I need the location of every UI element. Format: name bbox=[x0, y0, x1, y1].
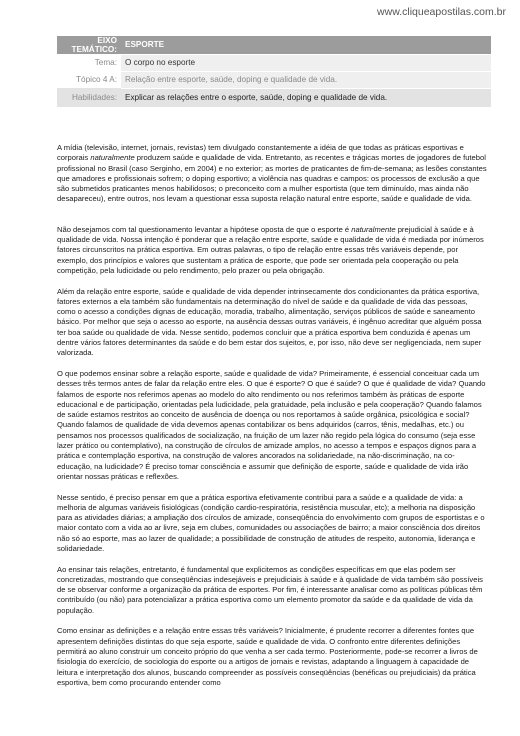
skill-label: Habilidades: bbox=[57, 88, 121, 107]
p2-emphasis: naturalmente bbox=[351, 224, 396, 234]
p2-text-b: prejudicial à saúde e à qualidade de vida. Nossa intenção é ponderar que a relação entre esporte, saúde e qualidade de vida é mediada por inúmeros fatores circunscritos na prática esportiva. Em outras palavras, o tipo de relação entre essas três variáveis depende, por exemplo, dos princípios e valores que sustentam a prática de esporte, que pode ser orientada pela cooperação ou pela competição, pela ludicidade ou pelo rendimento, pelo prazer ou pela obrigação. bbox=[57, 224, 484, 275]
theme-value: ESPORTE bbox=[121, 36, 491, 54]
site-url[interactable]: www.cliqueapostilas.com.br bbox=[377, 6, 506, 18]
paragraph-4: O que podemos ensinar sobre a relação esporte, saúde e qualidade de vida? Primeiramente, é essencial conceituar cada um desses três termos antes de falar da relação entre eles. O que é esporte? O que é saúde? O que é qualidade de vida? Quando falamos de esporte nos referimos apenas ao modelo do alto rendimento ou nos referimos também às práticas de esporte educacional e de participação, orientadas pela ludicidade, pela gratuidade, pela inclusão e pela cooperação? Quando falamos de saúde estamos restritos ao conceito de ausência de doença ou nos reportamos à saúde orgânica, psicológica e social? Quando falamos de qualidade de vida devemos apenas contabilizar os bens adquiridos (carros, tênis, medalhas, etc.) ou pensamos nos processos qualificados de socialização, na fruição de um lazer não regido pela lógica do consumo (seja esse lazer prático ou contemplativo), na construção de círculos de amizade amplos, no acesso a tempos e espaços dignos para a prática e contemplação esportiva, na construção de valores ancorados na solidariedade, na não-discriminação, na co-educação, na ludicidade? É preciso tomar consciência e assumir que definição de esporte, saúde e qualidade de vida irão orientar nossas práticas e reflexões. bbox=[57, 368, 486, 481]
theme-label: EIXO TEMÁTICO: bbox=[57, 36, 121, 54]
paragraph-6: Ao ensinar tais relações, entretanto, é fundamental que explicitemos as condições específicas em que elas podem ser concretizadas, mostrando que conseqüências indesejáveis e prejudiciais à saúde e à qualidade de vida também são possíveis de se observar conforme a organização da prática de esportes. Por fim, é interessante analisar como as políticas públicas têm contribuído (ou não) para potencializar a prática esportiva como um elemento promotor da saúde e da qualidade de vida da população. bbox=[57, 564, 483, 615]
paragraph-3: Além da relação entre esporte, saúde e qualidade de vida depender intrinsecamente dos condicionantes da prática esportiva, fatores externos a ela também são fundamentais na determinação do nível de saúde e da qualidade de vida das pessoas, como o acesso a condições dignas de educação, moradia, trabalho, alimentação, serviços públicos de saúde e saneamento básico. Por melhor que seja o acesso ao esporte, na ausência dessas outras variáveis, é ingênuo acreditar que alguém possa ter boa saúde ou qualidade de vida. Nesse sentido, podemos concluir que a prática esportiva bem conduzida é apenas um dentre vários fatores determinantes da saúde e do bem estar dos sujeitos, e, por isso, não deve ser negligenciada, nem super valorizada. bbox=[57, 286, 482, 358]
article-body bbox=[57, 143, 487, 698]
p1-text-a: A mídia (televisão, internet, jornais, revistas) tem divulgado constantemente a idéia de que todas as práticas esportivas e corporais bbox=[57, 143, 464, 163]
paragraph-1 bbox=[57, 143, 487, 205]
topic-label: Tema: bbox=[57, 54, 121, 71]
paragraph-2 bbox=[57, 225, 487, 276]
p2-text-a: Não desejamos com tal questionamento levantar a hipótese oposta de que o esporte é bbox=[57, 224, 352, 234]
p1-emphasis: naturalmente bbox=[90, 153, 135, 163]
subtopic-row bbox=[57, 71, 491, 88]
topic-value: O corpo no esporte bbox=[121, 54, 491, 71]
skill-row bbox=[57, 88, 491, 107]
topic-row bbox=[57, 54, 491, 71]
skill-value: Explicar as relações entre o esporte, saúde, doping e qualidade de vida. bbox=[121, 88, 491, 107]
theme-row bbox=[57, 36, 491, 54]
subtopic-value: Relação entre esporte, saúde, doping e qualidade de vida. bbox=[121, 71, 491, 88]
theme-header-table bbox=[57, 36, 491, 108]
p1-text-b: produzem saúde e qualidade de vida. Entretanto, as recentes e trágicas mortes de jogadores de futebol profissional no Brasil (caso Serginho, em 2004) e no exterior; as mortes de praticantes de fim-de-semana; as lesões constantes que amadores e profissionais sofrem; o doping esportivo; a violência nas quadras e campos: os processos de exclusão a que são submetidos praticantes menos habilidosos; o preconceito com a mulher esportista (que tem diminuído, mas ainda não desapareceu), entre outros, nos levam a questionar essa suposta relação natural entre esporte, saúde e qualidade de vida. bbox=[57, 153, 487, 204]
paragraph-7: Como ensinar as definições e a relação entre essas três variáveis? Inicialmente, é prudente recorrer a diferentes fontes que apresentem definições distintas do que seja esporte, saúde e qualidade de vida. O confronto entre diferentes definições permitirá ao aluno construir um conceito próprio do que venha a ser cada termo. Posteriormente, pode-se recorrer a livros de fisiologia do exercício, de sociologia do esporte ou a artigos de jornais e revistas, adaptando a linguagem à capacidade de leitura e interpretação dos alunos, buscando compreender as possíveis conseqüências (benéficas ou prejudiciais) da prática esportiva, bem como procurando entender como bbox=[57, 626, 478, 687]
subtopic-label: Tópico 4 A: bbox=[57, 71, 121, 88]
paragraph-5: Nesse sentido, é preciso pensar em que a prática esportiva efetivamente contribui para a saúde e a qualidade de vida: a melhoria de algumas variáveis fisiológicas (condição cardio-respiratória, resistência muscular, etc); a melhoria na disposição para as atividades diárias; a ampliação dos círculos de amizade, conseqüência do envolvimento com grupos de esportistas e o maior contato com a vida ao ar livre, seja em clubes, comunidades ou associações de bairro; a maior consciência dos direitos não só ao esporte, mas ao lazer de qualidade; a possibilidade de construção de atitudes de respeito, autonomia, liderança e solidariedade. bbox=[57, 492, 485, 553]
